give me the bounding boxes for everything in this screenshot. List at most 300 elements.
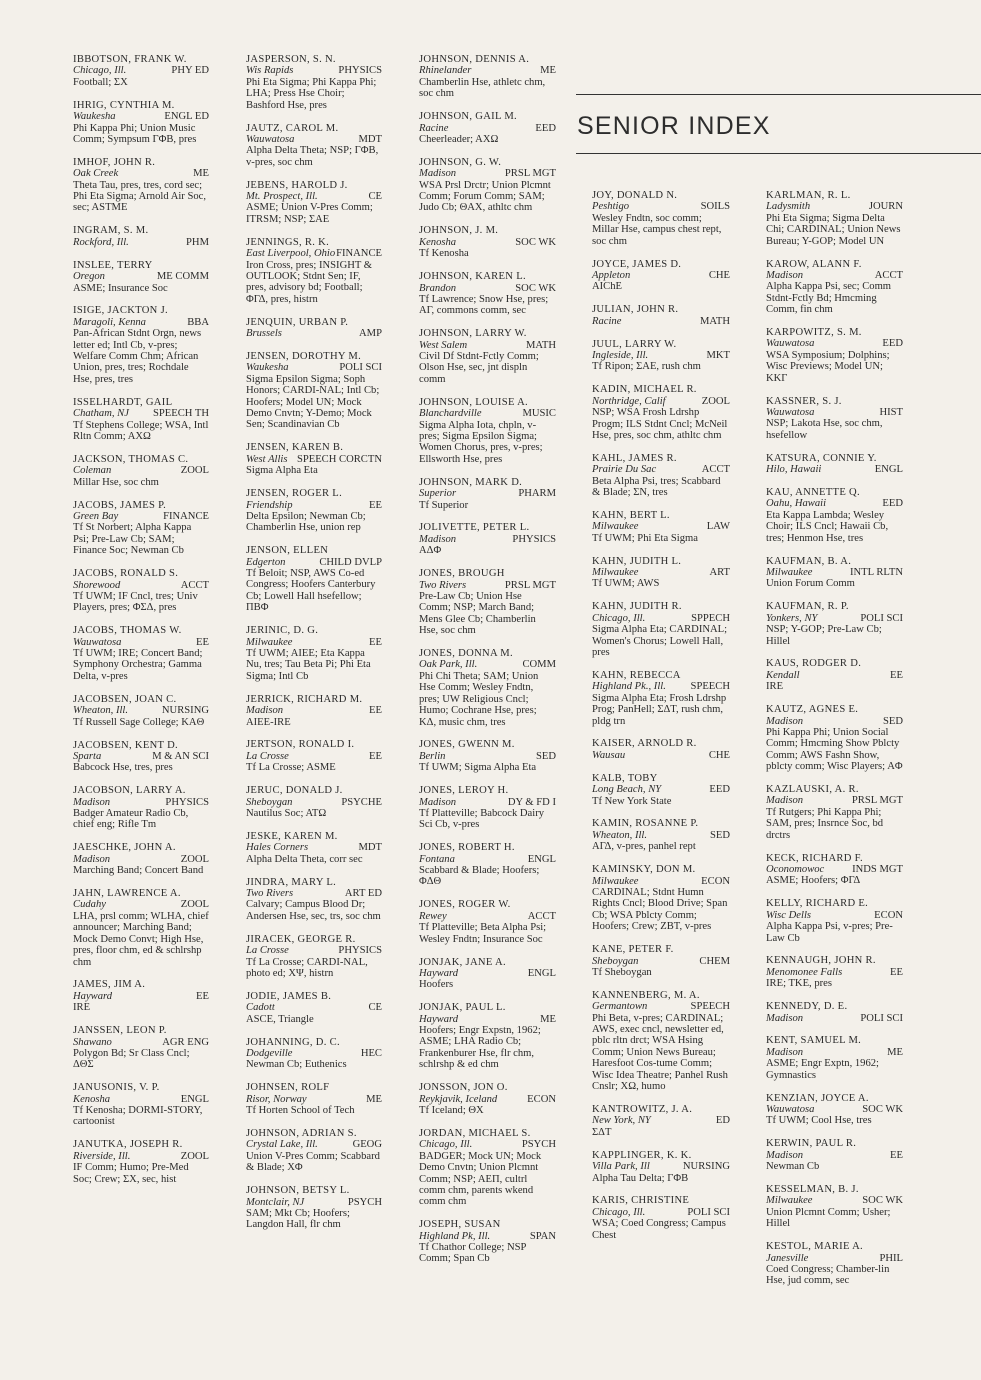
entry-location-line — [73, 408, 209, 419]
entry-hometown: Hayward — [419, 1013, 459, 1025]
entry-major: PSYCHE — [341, 796, 382, 808]
entry-major: GEOG — [352, 1139, 382, 1151]
entry-activities: Sigma Alpha Eta — [246, 465, 318, 477]
index-entry — [73, 568, 209, 614]
entry-major: ME — [366, 1093, 382, 1105]
entry-activities: Coed Congress; Chamber-lin Hse, jud comm, sec — [766, 1263, 890, 1287]
index-entry — [246, 317, 382, 340]
entry-major: SED — [709, 829, 730, 841]
index-entry — [246, 123, 382, 169]
entry-activities: Tf UWM; IF Cncl, tres; Univ Players, pres; ΦΣΔ, pres — [73, 590, 198, 614]
entry-major: ZOOL — [180, 1150, 209, 1162]
entry-name: JIRACEK, GEORGE R. — [246, 933, 356, 945]
entry-major: PHYSICS — [512, 533, 556, 545]
entry-name: JOHNSON, J. M. — [419, 225, 499, 237]
entry-hometown: La Crosse — [246, 945, 289, 957]
entry-major: EED — [882, 498, 903, 510]
entry-location-line — [246, 705, 382, 716]
entry-name: KERWIN, PAUL R. — [766, 1138, 857, 1150]
entry-hometown: Oregon — [73, 271, 105, 283]
entry-hometown: Madison — [73, 796, 111, 808]
entry-hometown: Madison — [73, 853, 111, 865]
entry-major: M & AN SCI — [152, 750, 209, 762]
index-entry — [246, 180, 382, 226]
entry-major: ENGL — [527, 853, 556, 865]
entry-location-line — [73, 1037, 209, 1048]
entry-name: JENSEN, ROGER L. — [246, 488, 343, 500]
index-entry — [592, 510, 730, 544]
entry-major: ENGL — [874, 464, 903, 476]
entry-hometown: Milwaukee — [766, 566, 813, 578]
entry-name: JOY, DONALD N. — [592, 190, 678, 201]
entry-major: ME COMM — [156, 271, 209, 283]
entry-activities: ASME; Hoofers; ΦΓΔ — [766, 875, 861, 887]
entry-activities: Tf Rutgers; Phi Kappa Phi; SAM, pres; Insrnce Soc, bd drctrs — [766, 806, 884, 841]
entry-name: JOYCE, JAMES D. — [592, 258, 682, 270]
entry-activities: ASME; Engr Exptn, 1962; Gymnastics — [766, 1058, 879, 1081]
entry-major: LAW — [706, 521, 730, 533]
entry-name: JACKSON, THOMAS C. — [73, 453, 189, 465]
entry-hometown: Coleman — [73, 465, 112, 477]
entry-major: NURSING — [682, 1161, 730, 1173]
entry-location-line — [766, 567, 903, 578]
entry-name: JONES, ROGER W. — [419, 899, 511, 911]
entry-activities: WSA Prsl Drctr; Union Plcmnt Comm; Forum Comm; SAM; Judo Cb; ΘAX, athltc chm — [419, 179, 551, 214]
entry-major: SED — [535, 750, 556, 762]
entry-hometown: Waukesha — [73, 111, 116, 123]
index-entry — [592, 670, 730, 727]
entry-activities: Tf Horten School of Tech — [246, 1105, 355, 1117]
entry-name: IMHOF, JOHN R. — [73, 156, 156, 168]
entry-hometown: Risor, Norway — [246, 1093, 307, 1105]
entry-major: ZOOL — [180, 465, 209, 477]
entry-major: SOC WK — [515, 282, 556, 294]
entry-hometown: Two Rivers — [419, 579, 467, 591]
entry-hometown: Oak Creek — [73, 168, 119, 180]
entry-name: IHRIG, CYNTHIA M. — [73, 99, 175, 111]
entry-location-line — [766, 201, 903, 212]
index-entry — [766, 556, 903, 590]
entry-major: EE — [369, 636, 382, 648]
entry-major: ZOOL — [701, 395, 730, 407]
entry-hometown: Wausau — [592, 749, 626, 761]
entry-name: JONSSON, JON O. — [419, 1082, 508, 1094]
entry-location-line — [419, 65, 556, 76]
entry-hometown: Crystal Lake, Ill. — [246, 1139, 318, 1151]
index-entry — [246, 351, 382, 431]
entry-activities: Wesley Fndtn, soc comm; Millar Hse, campus chest rept, soc chm — [592, 212, 722, 247]
entry-major: PSYCH — [347, 1196, 382, 1208]
index-entry — [592, 1195, 730, 1241]
entry-activities: Sigma Alpha Iota, chpln, v-pres; Sigma Epsilon Sigma; Women Chorus, pres, v-pres; Ellsworth Hse, pres — [419, 419, 543, 465]
entry-location-line — [419, 123, 556, 134]
entry-location-line — [592, 681, 730, 692]
entry-name: JOSEPH, SUSAN — [419, 1219, 501, 1231]
entry-location-line — [73, 705, 209, 716]
entry-name: JULIAN, JOHN R. — [592, 304, 679, 316]
entry-hometown: Wheaton, Ill. — [73, 705, 129, 717]
entry-hometown: Montclair, NJ — [246, 1196, 305, 1208]
entry-name: ISIGE, JACKTON J. — [73, 305, 168, 317]
entry-location-line — [73, 511, 209, 522]
entry-activities: Calvary; Campus Blood Dr; Andersen Hse, sec, trs, soc chm — [246, 899, 381, 922]
entry-hometown: Madison — [766, 1046, 804, 1058]
entry-major: MKT — [706, 349, 730, 361]
index-entry — [73, 500, 209, 557]
entry-activities: IRE — [73, 1002, 91, 1014]
entry-location-line — [246, 191, 382, 202]
entry-hometown: New York, NY — [592, 1115, 651, 1127]
entry-activities: Phi Beta, v-pres; CARDINAL; AWS, exec cncl, newsletter ed, pblc rltn drct; WSA Hsing Comm; Union News Bureau; Haresfoot Cos-tume Comm; Wisc Idea Theatre; Panhel Rush Cnslr; XΩ, humo — [592, 1012, 728, 1093]
entry-name: KAZLAUSKI, A. R. — [766, 784, 859, 796]
entry-location-line — [419, 168, 556, 179]
index-entry — [246, 694, 382, 728]
entry-name: JAESCHKE, JOHN A. — [73, 842, 176, 854]
entry-major: HIST — [879, 407, 903, 418]
entry-location-line — [419, 340, 556, 351]
index-entry — [419, 568, 556, 636]
entry-activities: Phi Eta Sigma; Sigma Delta Chi; CARDINAL; Union News Bureau; Y-GOP; Model UN — [766, 212, 901, 247]
entry-name: JOHANNING, D. C. — [246, 1036, 340, 1048]
index-entry — [766, 1184, 903, 1230]
entry-hometown: Janesville — [766, 1252, 809, 1264]
entry-activities: Tf Kenosha; DORMI-STORY, cartoonist — [73, 1105, 203, 1128]
entry-major: EE — [890, 966, 903, 978]
entry-location-line — [246, 751, 382, 762]
entry-name: JANUSONIS, V. P. — [73, 1082, 160, 1094]
entry-name: JENSEN, KAREN B. — [246, 442, 344, 454]
entry-location-line — [246, 500, 382, 511]
entry-name: JOHNSON, KAREN L. — [419, 271, 526, 283]
entry-activities: SAM; Mkt Cb; Hoofers; Langdon Hall, flr chm — [246, 1207, 350, 1231]
entry-location-line — [419, 283, 556, 294]
entry-major: SPEECH — [690, 1001, 730, 1013]
entry-name: JENSEN, DOROTHY M. — [246, 351, 362, 363]
index-entry — [73, 100, 209, 146]
entry-major: SOC WK — [862, 1195, 903, 1207]
index-entry — [419, 328, 556, 385]
entry-hometown: Hayward — [73, 990, 113, 1002]
index-entry — [419, 648, 556, 728]
entry-location-line — [766, 864, 903, 875]
entry-major: SOC WK — [862, 1104, 903, 1115]
entry-activities: Tf Beloit; NSP, AWS Co-ed Congress; Hoofers Canterbury Cb; Lowell Hall hsefellow; ΠBΦ — [246, 568, 376, 614]
entry-major: COMM — [522, 659, 556, 671]
entry-hometown: Mt. Prospect, Ill. — [246, 191, 318, 203]
entry-activities: Phi Kappa Phi; Union Social Comm; Hmcming Show Pblcty Comm; AWS Fashn Show, pblcty comm; Wisc Players; AΦ — [766, 726, 903, 773]
entry-hometown: Villa Park, Ill — [592, 1161, 650, 1173]
entry-location-line — [592, 613, 730, 624]
index-entry — [73, 54, 209, 88]
entry-location-line — [766, 613, 903, 624]
entry-name: JOHNSON, G. W. — [419, 156, 502, 168]
entry-major: ECON — [701, 875, 730, 887]
entry-major: ME — [540, 65, 556, 77]
entry-location-line — [766, 716, 903, 727]
entry-name: JERRICK, RICHARD M. — [246, 693, 363, 705]
entry-name: JAHN, LAWRENCE A. — [73, 888, 181, 900]
entry-hometown: Madison — [419, 796, 457, 808]
entry-major: ME — [193, 168, 209, 180]
entry-name: JACOBSEN, KENT D. — [73, 739, 178, 751]
index-entry — [766, 658, 903, 692]
entry-location-line — [766, 1104, 903, 1115]
entry-name: JOHNSON, DENNIS A. — [419, 54, 530, 65]
entry-activities: IRE; TKE, pres — [766, 978, 833, 990]
entry-hometown: Wauwatosa — [73, 636, 122, 648]
entry-hometown: Cudahy — [73, 899, 106, 911]
entry-hometown: Hilo, Hawaii — [766, 464, 822, 476]
entry-name: KESSELMAN, B. J. — [766, 1184, 859, 1196]
entry-hometown: Chicago, Ill. — [419, 1139, 473, 1151]
entry-hometown: Madison — [766, 715, 804, 727]
entry-hometown: Wisc Dells — [766, 909, 812, 921]
entry-hometown: Chicago, Ill. — [592, 612, 646, 624]
index-entry — [419, 225, 556, 259]
entry-activities: Hoofers — [419, 979, 454, 991]
index-entry — [766, 487, 903, 544]
entry-major: CHE — [708, 269, 730, 281]
entry-name: JEBENS, HAROLD J. — [246, 179, 348, 191]
entry-activities: Union V-Pres Comm; Scabbard & Blade; XΦ — [246, 1150, 380, 1174]
entry-location-line — [73, 854, 209, 865]
entry-hometown: Cadott — [246, 1002, 275, 1014]
entry-name: JAMES, JIM A. — [73, 979, 146, 991]
entry-name: JORDAN, MICHAEL S. — [419, 1127, 531, 1139]
entry-location-line — [592, 396, 730, 407]
entry-major: SOC WK — [515, 236, 556, 248]
entry-activities: Cheerleader; AXΩ — [419, 133, 499, 145]
entry-name: JOHNSON, LOUISE A. — [419, 396, 528, 408]
entry-activities: Civil Df Stdnt-Fctly Comm; Olson Hse, sec, jnt displn comm — [419, 351, 539, 385]
index-entry — [246, 1082, 382, 1116]
entry-hometown: Madison — [766, 269, 804, 281]
index-entry — [766, 1138, 903, 1172]
entry-major: POLI SCI — [860, 612, 903, 624]
index-entry — [246, 54, 382, 111]
index-entry — [766, 784, 903, 841]
entry-name: JONJAK, PAUL L. — [419, 1002, 506, 1014]
entry-name: JONES, LEROY H. — [419, 785, 509, 797]
index-entry — [246, 831, 382, 865]
entry-major: SPEECH CORCTN — [296, 453, 382, 465]
entry-major: ACCT — [180, 579, 209, 591]
entry-name: INSLEE, TERRY — [73, 259, 153, 271]
entry-major: PHIL — [879, 1252, 903, 1264]
entry-activities: LHA, prsl comm; WLHA, chief announcer; Marching Band; Mock Demo Convt; High Hse, pres, floor chm, ed & schlrshp chm — [73, 910, 209, 968]
entry-name: KESTOL, MARIE A. — [766, 1241, 864, 1253]
entry-location-line — [592, 521, 730, 532]
entry-hometown: West Allis — [246, 453, 288, 465]
entry-hometown: Oak Park, Ill. — [419, 659, 478, 671]
entry-major: ZOOL — [180, 853, 209, 865]
entry-location-line — [766, 1013, 903, 1024]
entry-hometown: Wauwatosa — [246, 133, 295, 145]
entry-hometown: Ingleside, Ill. — [592, 349, 649, 361]
entry-major: SOILS — [700, 201, 730, 213]
index-entry — [592, 818, 730, 852]
entry-hometown: Maragoli, Kenna — [73, 316, 146, 328]
entry-activities: Union Plcmnt Comm; Usher; Hillel — [766, 1206, 891, 1230]
entry-hometown: Appleton — [592, 269, 631, 281]
entry-activities: Tf Sheboygan — [592, 966, 652, 978]
entry-location-line — [766, 1047, 903, 1058]
index-entry — [592, 304, 730, 327]
entry-activities: Nautilus Soc; ATΩ — [246, 807, 327, 819]
entry-name: KENNAUGH, JOHN R. — [766, 955, 876, 967]
entry-hometown: Milwaukee — [766, 1195, 813, 1207]
index-entry — [419, 271, 556, 317]
entry-major: ENGL — [180, 1093, 209, 1105]
entry-major: SPEECH — [690, 681, 730, 693]
entry-name: JENQUIN, URBAN P. — [246, 316, 349, 328]
entry-name: JASPERSON, S. N. — [246, 54, 336, 65]
entry-major: POLI SCI — [339, 362, 382, 374]
index-column-1 — [73, 54, 209, 1197]
entry-name: KALB, TOBY — [592, 772, 658, 784]
entry-location-line — [73, 168, 209, 179]
index-entry — [246, 488, 382, 534]
entry-hometown: Two Rivers — [246, 887, 294, 899]
entry-location-line — [419, 751, 556, 762]
entry-location-line — [766, 407, 903, 418]
entry-hometown: Kenosha — [73, 1093, 111, 1105]
entry-major: POLI SCI — [860, 1012, 903, 1024]
entry-hometown: Madison — [246, 705, 284, 717]
entry-location-line — [246, 65, 382, 76]
index-column-4 — [592, 190, 730, 1253]
entry-hometown: Fontana — [419, 853, 455, 865]
index-entry — [73, 694, 209, 728]
entry-location-line — [246, 945, 382, 956]
entry-name: KANE, PETER F. — [592, 944, 674, 956]
entry-major: CHE — [708, 749, 730, 761]
entry-location-line — [592, 350, 730, 361]
entry-major: INDS MGT — [852, 864, 903, 875]
entry-activities: Tf Platteville; Babcock Dairy Sci Cb, v-pres — [419, 807, 545, 831]
entry-location-line — [592, 316, 730, 327]
entry-hometown: Dodgeville — [246, 1047, 293, 1059]
index-entry — [419, 842, 556, 888]
entry-activities: AIEE-IRE — [246, 716, 291, 728]
entry-location-line — [419, 1014, 556, 1025]
entry-activities: IRE — [766, 681, 784, 693]
index-entry — [766, 704, 903, 772]
entry-name: INGRAM, S. M. — [73, 225, 149, 237]
index-entry — [419, 477, 556, 511]
entry-location-line — [592, 750, 730, 761]
index-entry — [73, 305, 209, 385]
entry-hometown: Madison — [766, 1012, 804, 1024]
entry-activities: Iron Cross, pres; INSIGHT & OUTLOOK; Stdnt Sen; IF, pres, advisory bd; Football; ΦΓΔ, pres, histrn — [246, 259, 373, 305]
entry-activities: WSA Symposium; Dolphins; Wisc Previews; Model UN; KKΓ — [766, 349, 890, 384]
entry-activities: Scabbard & Blade; Hoofers; ΦΔΘ — [419, 865, 540, 888]
entry-hometown: Sheboygan — [592, 955, 639, 967]
entry-activities: Tf UWM; Phi Eta Sigma — [592, 532, 698, 544]
index-entry — [766, 1241, 903, 1287]
index-entry — [592, 864, 730, 932]
entry-major: SED — [882, 715, 903, 727]
entry-name: JENSON, ELLEN — [246, 545, 329, 557]
entry-activities: AΔΦ — [419, 545, 442, 557]
entry-name: JACOBS, JAMES P. — [73, 499, 167, 511]
entry-major: EE — [369, 499, 382, 511]
entry-major: EE — [890, 669, 903, 681]
entry-hometown: Menomonee Falls — [766, 966, 843, 978]
index-entry — [419, 1128, 556, 1208]
entry-hometown: Waukesha — [246, 362, 289, 374]
entry-activities: Babcock Hse, tres, pres — [73, 762, 173, 774]
entry-name: KAUFMAN, B. A. — [766, 555, 852, 567]
entry-major: ENGL — [527, 967, 556, 979]
index-entry — [766, 601, 903, 647]
entry-activities: IF Comm; Humo; Pre-Med Soc; Crew; ΣX, sec, hist — [73, 1162, 189, 1185]
entry-hometown: Blanchardville — [419, 408, 482, 420]
entry-activities: AΓΔ, v-pres, panhel rept — [592, 841, 696, 853]
entry-major: JOURN — [868, 201, 903, 213]
entry-major: EE — [196, 990, 209, 1002]
entry-location-line — [766, 1150, 903, 1161]
entry-activities: Tf Ripon; ΣAE, rush chm — [592, 361, 701, 373]
entry-hometown: Reykjavik, Iceland — [419, 1093, 498, 1105]
entry-location-line — [592, 201, 730, 212]
entry-activities: Badger Amateur Radio Cb, chief eng; Rifle Tm — [73, 808, 189, 831]
entry-name: KANTROWITZ, J. A. — [592, 1104, 693, 1115]
entry-activities: Union Forum Comm — [766, 578, 855, 590]
index-entry — [246, 877, 382, 923]
entry-name: JERTSON, RONALD I. — [246, 739, 355, 751]
index-entry — [592, 339, 730, 373]
entry-name: KARPOWITZ, S. M. — [766, 327, 862, 339]
entry-major: MATH — [525, 339, 556, 351]
entry-location-line — [73, 637, 209, 648]
entry-hometown: Madison — [419, 533, 457, 545]
entry-hometown: Madison — [766, 795, 804, 807]
entry-location-line — [73, 465, 209, 476]
index-entry — [73, 260, 209, 294]
entry-location-line — [419, 659, 556, 670]
entry-activities: Tf Chathor College; NSP Comm; Span Cb — [419, 1242, 527, 1265]
entry-activities: Tf UWM; AIEE; Eta Kappa Nu, tres; Tau Beta Pi; Phi Eta Sigma; Intl Cb — [246, 647, 371, 682]
entry-major: FINANCE — [163, 511, 209, 522]
index-entry — [246, 1185, 382, 1231]
entry-location-line — [246, 362, 382, 373]
index-header — [576, 94, 981, 154]
entry-activities: Theta Tau, pres, tres, cord sec; Phi Eta Sigma; Arnold Air Soc, sec; ASTME — [73, 179, 207, 214]
entry-location-line — [419, 797, 556, 808]
entry-location-line — [246, 797, 382, 808]
entry-major: ENGL ED — [164, 111, 209, 123]
entry-activities: NSP; Y-GOP; Pre-Law Cb; Hillel — [766, 624, 882, 647]
index-entry — [73, 740, 209, 774]
entry-hometown: Long Beach, NY — [592, 784, 662, 796]
entry-activities: Tf La Crosse; CARDI-NAL, photo ed; XΨ, histrn — [246, 956, 368, 979]
entry-name: JESKE, KAREN M. — [246, 830, 338, 842]
entry-name: JACOBS, RONALD S. — [73, 568, 179, 580]
entry-location-line — [246, 637, 382, 648]
index-entry — [73, 785, 209, 831]
entry-activities: Tf Lawrence; Snow Hse, pres; AΓ, commons comm, sec — [419, 293, 549, 317]
entry-location-line — [73, 271, 209, 282]
entry-location-line — [592, 1161, 730, 1172]
index-column-5 — [766, 190, 903, 1298]
index-entry — [592, 990, 730, 1093]
entry-major: AMP — [359, 328, 382, 340]
index-entry — [766, 1035, 903, 1081]
entry-major: SPEECH TH — [152, 408, 209, 420]
index-entry — [766, 853, 903, 887]
entry-name: KADIN, MICHAEL R. — [592, 384, 697, 396]
